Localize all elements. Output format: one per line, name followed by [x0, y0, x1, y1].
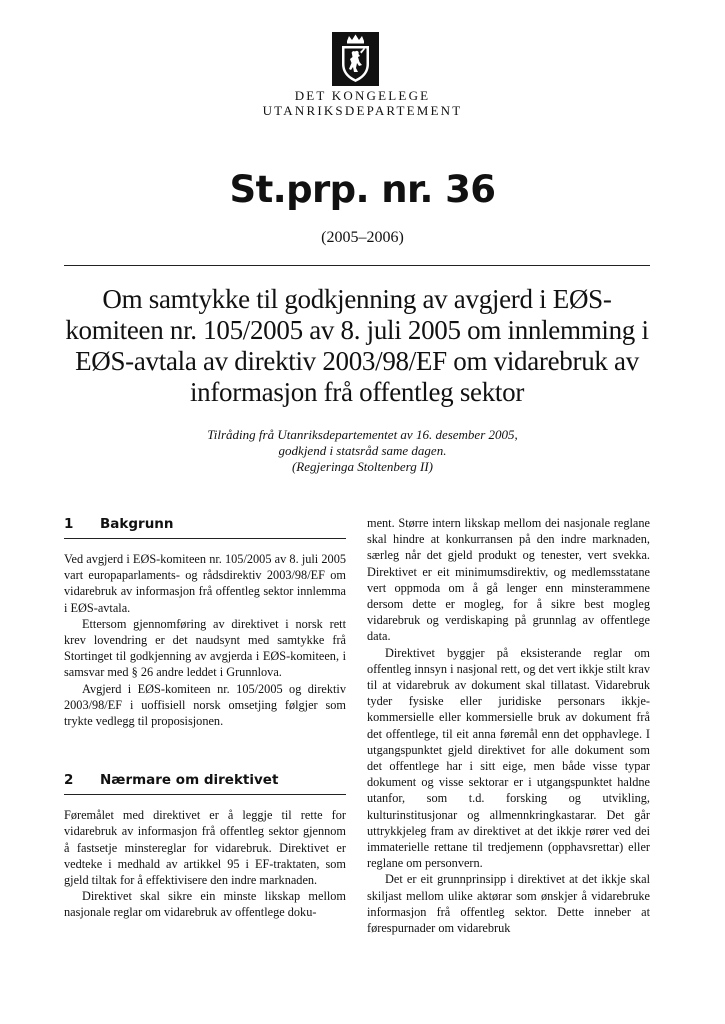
ministry-name-line1: DET KONGELEGE — [294, 88, 431, 103]
paragraph: Direktivet skal sikre ein minste likskap mellom nasjonale reglar om vidarebruk av offentlege doku- — [64, 889, 346, 920]
document-years: (2005–2006) — [321, 229, 404, 246]
right-column — [367, 515, 650, 936]
title-divider — [64, 265, 650, 266]
norwegian-coat-of-arms-icon — [332, 32, 379, 86]
advice-line: godkjend i statsråd same dagen. — [278, 443, 447, 458]
paragraph: ment. Større intern likskap mellom dei nasjonale reglane skal hindre at konkurransen på den indre marknaden, særleg når det gjeld produkt og tenester, vert svekka. Direktivet er eit minimumsdirektiv, og medlemsstatane vert oppmoda om å gå lenger enn minsterammene dersom dette er mogleg, for å sikre best mogleg vidarebruk og verdiskaping på grunnlag av offentlege data. — [367, 516, 650, 644]
government-line: (Regjeringa Stoltenberg II) — [291, 459, 434, 474]
section-heading — [64, 771, 346, 795]
section-number: 2 — [64, 772, 74, 789]
paragraph: Avgjerd i EØS-komiteen nr. 105/2005 og direktiv 2003/98/EF i uoffisiell norsk omsetjing følgjer som trykte vedlegg til proposisjonen. — [64, 681, 346, 729]
section-heading — [64, 515, 346, 539]
paragraph: Det er eit grunnprinsipp i direktivet at det ikkje skal skiljast mellom ulike aktørar som ønskjer å vidarebruke informasjon frå offentleg sektor. Dette inneber at førespurnader om vidarebruk — [367, 872, 650, 936]
paragraph: Direktivet byggjer på eksisterande reglar om offentleg innsyn i nasjonal rett, og det vert ikkje stilt krav til at vidarebruk av dokument skal tillatast. Vidarebruk tyder fysiske eller juridiske personars ikkje-kommersielle eller kommersielle bruk av dokument frå det offentlege, til eit anna føremål enn det opphavlege. I utgangspunktet gjeld direktivet for alle dokument som det offentlege har i sitt eige, men både visse typar dokument og visse sektorar er i utgangspunktet haldne utanfor, som t.d. forsking og utvikling, kulturinstitusjonar og allmennkringkastarar. Det går uttrykkjeleg fram av direktivet at det ikkje rører ved dei immaterielle rettane til tredjemenn (opphavsrettar) eller reglane om personvern. — [367, 645, 650, 871]
section-number: 1 — [64, 516, 74, 532]
document-title: St.prp. nr. 36 — [229, 168, 496, 211]
section-title: Nærmare om direktivet — [100, 772, 279, 789]
advice-block — [0, 427, 725, 475]
document-subject: Om samtykke til godkjenning av avgjerd i EØS-komiteen nr. 105/2005 av 8. juli 2005 om innlemming i EØS-avtala av direktiv 2003/98/EF om vidarebruk av informasjon frå offentleg sektor — [65, 284, 649, 407]
ministry-name-line2: UTANRIKSDEPARTEMENT — [262, 103, 463, 118]
advice-line: Tilråding frå Utanriksdepartementet av 16. desember 2005, — [207, 427, 518, 442]
left-column — [64, 515, 346, 921]
section-title: Bakgrunn — [100, 516, 174, 532]
paragraph: Ettersom gjennomføring av direktivet i norsk rett krev lovendring er det naudsynt med samtykke frå Stortinget til godkjenning av avgjerda i EØS-komiteen, i samsvar med § 26 andre leddet i Grunnlova. — [64, 616, 346, 680]
paragraph: Føremålet med direktivet er å leggje til rette for vidarebruk av informasjon frå offentleg sektor gjennom å fastsetje minstereglar for vidarebruk. Direktivet er vedteke i medhald av artikkel 95 i EF-traktaten, som gjeld tiltak for å effektivisere den indre marknaden. — [64, 808, 346, 888]
paragraph: Ved avgjerd i EØS-komiteen nr. 105/2005 av 8. juli 2005 vart europaparlaments- og rådsdirektiv 2003/98/EF om vidarebruk av informasjon frå offentleg sektor innlemma i EØS-avtala. — [64, 552, 346, 615]
